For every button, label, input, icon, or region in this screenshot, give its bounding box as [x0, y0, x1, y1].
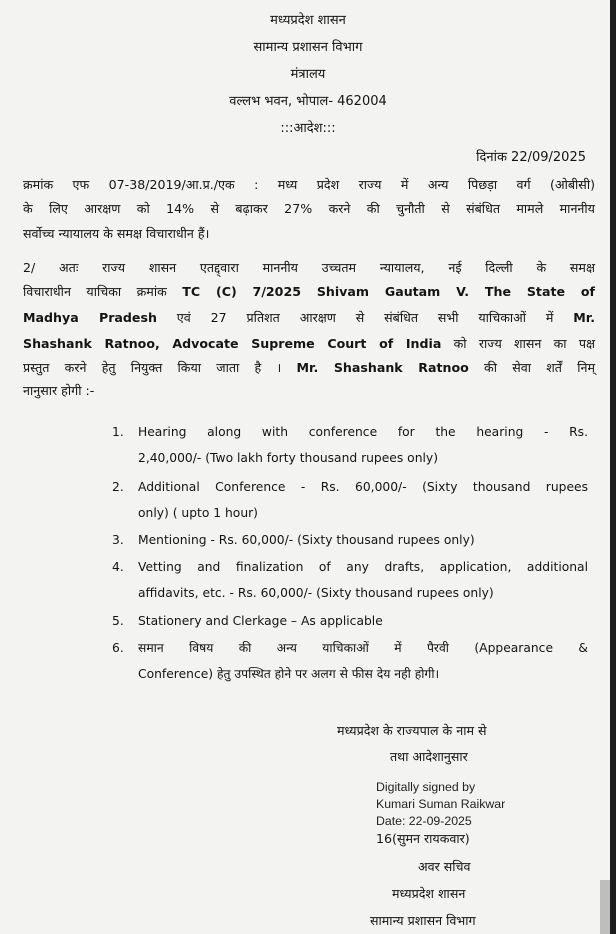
list-item-text: Additional Conference - Rs. 60,000/- (Sixty thousand rupees [138, 480, 588, 494]
signature-government: मध्यप्रदेश शासन [392, 886, 466, 901]
list-item-text-cont: only) ( upto 1 hour) [138, 506, 258, 520]
para2-line2 [23, 282, 595, 302]
signature-order-line: तथा आदेशानुसार [390, 749, 468, 764]
digital-signature-date: Date: 22-09-2025 [376, 814, 472, 828]
para2-line3-state: Madhya Pradesh [23, 310, 157, 325]
header-address: वल्लभ भवन, भोपाल- 462004 [229, 94, 387, 109]
para2-line3-hindi: एवं 27 प्रतिशत आरक्षण से संबंधित सभी याचिकाओं में [176, 310, 554, 325]
signature-department: सामान्य प्रशासन विभाग [370, 913, 476, 928]
list-item-2 [112, 476, 588, 520]
list-item-5 [112, 610, 588, 632]
list-item-text: Vetting and finalization of any drafts, application, additional [138, 560, 588, 574]
order-date: दिनांक 22/09/2025 [476, 150, 586, 165]
list-item-text-cont: 2,40,000/- (Two lakh forty thousand rupees only) [138, 451, 438, 465]
para2-line3-mr: Mr. [573, 310, 595, 325]
list-item-number: 2. [112, 480, 124, 494]
para2-line5 [23, 358, 595, 378]
para2-line5-tail: की सेवा शर्तें निम् [484, 360, 595, 375]
header-order-title: :::आदेश::: [280, 121, 336, 136]
list-item-6 [112, 637, 588, 681]
signature-hindi-name: 16(सुमन रायकवार) [376, 831, 470, 846]
list-item-number: 5. [112, 614, 124, 628]
list-item-text: Hearing along with conference for the hearing - Rs. [138, 425, 588, 439]
para2-line2-hindi: विचाराधीन याचिका क्रमांक [23, 284, 167, 299]
list-item-4 [112, 556, 588, 600]
list-item-number: 6. [112, 641, 124, 655]
para2-line1: 2/ अतः राज्य शासन एतद्द्वारा माननीय उच्चतम न्यायालय, नई दिल्ली के समक्ष [23, 260, 595, 275]
header-ministry: मंत्रालय [290, 67, 326, 82]
para1-line1: क्रमांक एफ 07-38/2019/आ.प्र./एक : मध्य प्रदेश राज्य में अन्य पिछड़ा वर्ग (ओबीसी) [23, 177, 595, 192]
para2-line3 [23, 308, 595, 328]
photo-corner-shadow [600, 880, 610, 934]
para1-line2: के लिए आरक्षण को 14% से बढ़ाकर 27% करने की चुनौती से संबंधित मामले माननीय [23, 201, 595, 216]
list-item-text-cont: Conference) हेतु उपस्थित होने पर अलग से फीस देय नही होगी। [138, 667, 440, 681]
list-item-text: Mentioning - Rs. 60,000/- (Sixty thousand rupees only) [138, 533, 475, 547]
list-item-text: समान विषय की अन्य याचिकाओं में पैरवी (Appearance & [138, 641, 588, 655]
photo-edge-shadow [610, 0, 616, 934]
list-item-text-cont: affidavits, etc. - Rs. 60,000/- (Sixty thousand rupees only) [138, 586, 494, 600]
para2-line2-case: TC (C) 7/2025 Shivam Gautam V. The State of [182, 284, 595, 299]
para2-line6: नानुसार होगी :- [23, 383, 95, 398]
signature-governor-line: मध्यप्रदेश के राज्यपाल के नाम से [337, 723, 487, 738]
list-item-number: 4. [112, 560, 124, 574]
para1-line3: सर्वोच्च न्यायालय के समक्ष विचाराधीन हैं। [23, 226, 210, 241]
list-item-3 [112, 529, 588, 551]
header-department: सामान्य प्रशासन विभाग [253, 40, 363, 55]
signature-designation: अवर सचिव [418, 859, 471, 874]
list-item-number: 1. [112, 425, 124, 439]
para2-line4 [23, 334, 595, 354]
para2-line4-advocate: Shashank Ratnoo, Advocate Supreme Court of India [23, 336, 442, 351]
list-item-text: Stationery and Clerkage – As applicable [138, 614, 383, 628]
digital-signature-name: Kumari Suman Raikwar [376, 797, 506, 811]
para2-line4-hindi: को राज्य शासन का पक्ष [453, 336, 596, 351]
digital-signature-label: Digitally signed by [376, 780, 476, 794]
header-state-govt: मध्यप्रदेश शासन [270, 13, 346, 28]
list-item-number: 3. [112, 533, 124, 547]
para2-line5-hindi: प्रस्तुत करने हेतु नियुक्त किया जाता है । [23, 360, 282, 375]
para2-line5-name: Mr. Shashank Ratnoo [296, 360, 469, 375]
list-item-1 [112, 421, 588, 465]
